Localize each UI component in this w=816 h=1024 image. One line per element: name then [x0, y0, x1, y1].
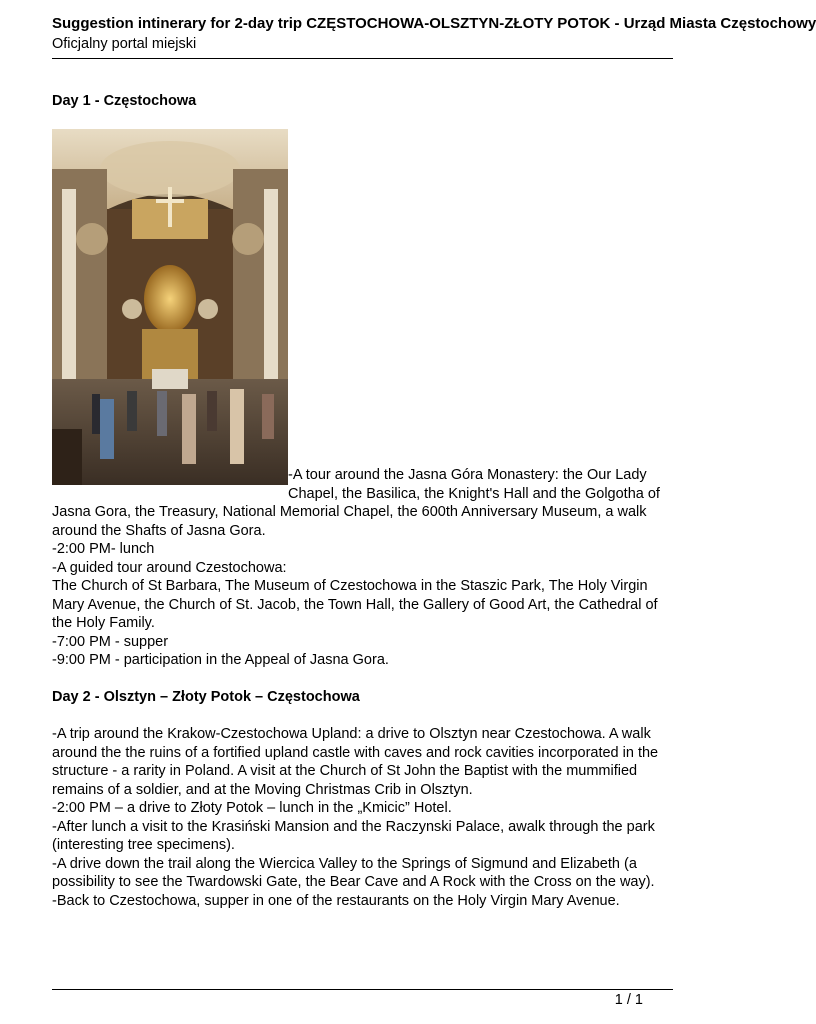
header-divider: [52, 58, 673, 59]
day2-heading: Day 2 - Olsztyn – Złoty Potok – Częstochowa: [52, 689, 360, 705]
day1-section: [52, 129, 673, 670]
document-subtitle: Oficjalny portal miejski: [52, 36, 197, 52]
day1-item: The Church of St Barbara, The Museum of Czestochowa in the Staszic Park, The Holy Virgin Mary Avenue, the Church of St. Jacob, the Town Hall, the Gallery of Good Art, the Cathedral of the Holy Family.: [52, 578, 658, 631]
document-header: [52, 14, 816, 54]
day2-item: -Back to Czestochowa, supper in one of the restaurants on the Holy Virgin Mary Avenue.: [52, 892, 620, 909]
day1-item: -A guided tour around Czestochowa:: [52, 559, 287, 576]
document-body: [52, 92, 673, 910]
day2-item: -2:00 PM – a drive to Złoty Potok – lunch in the „Kmicic” Hotel.: [52, 800, 452, 816]
day2-item: -After lunch a visit to the Krasiński Mansion and the Raczynski Palace, awalk through the park (interesting tree specimens).: [52, 818, 655, 853]
day1-heading: Day 1 - Częstochowa: [52, 93, 197, 109]
day1-item: -2:00 PM- lunch: [52, 541, 155, 557]
day1-item: -7:00 PM - supper: [52, 633, 169, 650]
day1-item: -9:00 PM - participation in the Appeal of Jasna Gora.: [52, 652, 389, 668]
day2-item: -A drive down the trail along the Wiercica Valley to the Springs of Sigmund and Elizabeth (a possibility to see the Twardowski Gate, the Bear Cave and A Rock with the Cross on the way).: [52, 855, 655, 890]
document-title: Suggestion intinerary for 2-day trip CZĘSTOCHOWA-OLSZTYN-ZŁOTY POTOK - Urząd Miasta Częstochowy: [52, 15, 816, 32]
day1-item: -A tour around the Jasna Góra Monastery: the Our Lady Chapel, the Basilica, the Knight's Hall and the Golgotha of Jasna Gora, the Treasury, National Memorial Chapel, the 600th Anniversary Museum, a walk around the Shafts of Jasna Gora.: [52, 467, 660, 539]
day2-section: [52, 725, 673, 910]
basilica-interior-photo: [52, 129, 288, 485]
footer-divider: [52, 989, 673, 990]
page-number: 1 / 1: [614, 992, 643, 1008]
day2-item: -A trip around the Krakow-Czestochowa Upland: a drive to Olsztyn near Czestochowa. A walk around the the ruins of a fortified upland castle with caves and rock cavities incorporated in the structure - a rarity in Poland. A visit at the Church of St John the Baptist with the mummified remains of a soldier, and at the Moving Christmas Crib in Olsztyn.: [52, 726, 659, 798]
